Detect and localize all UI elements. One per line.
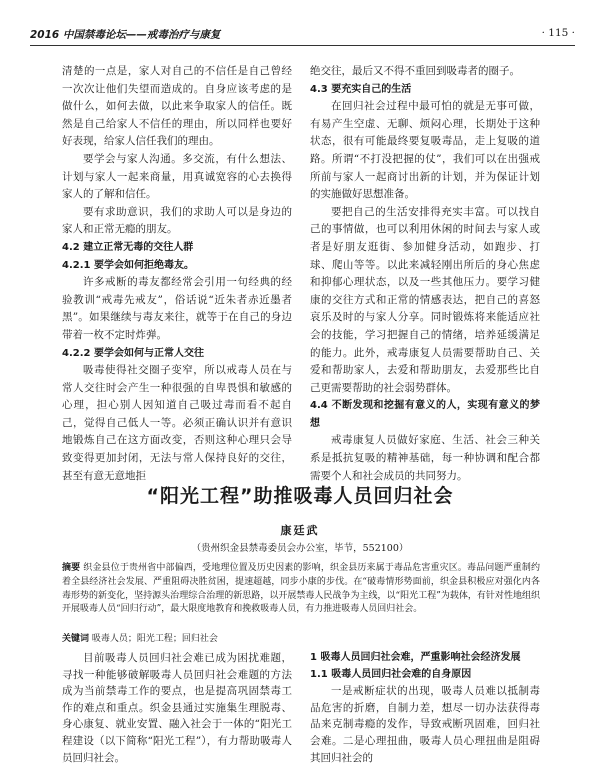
- left-column: [62, 63, 292, 485]
- section-heading: 4.2.1 要学会如何拒绝毒友。: [62, 259, 194, 271]
- paragraph: 在回归社会过程中最可怕的就是无事可做，有易产生空虚、无聊、烦闷心理，长期处于这种状态，很有可能最终要复吸毒品，走上复吸的道路。所谓“不打没把握的仗”，我们可以在出强戒所前与家人一起商讨出新的计划，并为保证计划的实施做好思想准备。: [310, 100, 540, 201]
- paragraph: 绝交往，最后又不得不重回到吸毒者的圈子。: [310, 65, 520, 77]
- paragraph: 要把自己的生活安排得充实丰富。可以找自己的事情做，也可以利用休闲的时间去与家人或者是好朋友逛街、参加健身活动，如跑步、打球、爬山等等。以此来减轻刚出所后的身心焦虑和抑郁心理状态，以及一些其他压力。要学习健康的交往方式和正常的情感表达，把自己的喜怒哀乐及时的与家人分享。同时锻炼将来能适应社会的技能，学习把握自己的情绪，培养延缓满足的能力。此外，戒毒康复人员需要帮助自己、关爱和帮助家人，去爱和帮助朋友，去爱那些比自己更需要帮助的社会弱势群体。: [310, 205, 540, 394]
- section-heading: 1.1 吸毒人员回归社会难的自身原因: [310, 668, 472, 680]
- page-number: · 115 ·: [541, 27, 575, 39]
- keywords-text: 吸毒人员；阳光工程；回归社会: [91, 634, 218, 644]
- right-column: [310, 63, 540, 485]
- article-author: 康廷武: [280, 524, 320, 537]
- article-affiliation: （贵州织金县禁毒委员会办公室，毕节，552100）: [191, 543, 409, 554]
- section-heading: 1 吸毒人员回归社会难，严重影响社会经济发展: [310, 652, 521, 663]
- body-right-column: [310, 650, 540, 766]
- header-rule: [30, 45, 575, 46]
- article-title: “阳光工程”助推吸毒人员回归社会: [146, 485, 454, 507]
- paragraph: 戒毒康复人员做好家庭、生活、社会三种关系是抵抗复吸的精神基础，每一种协调和配合都需要个人和社会成员的共同努力。: [310, 434, 540, 482]
- section-heading: 4.2.2 要学会如何与正常人交往: [62, 347, 204, 359]
- section-heading: 4.3 要充实自己的生活: [310, 83, 412, 95]
- paragraph: 一是戒断症状的出现，吸毒人员难以抵制毒品危害的折磨，自制力差，想尽一切办法获得毒品来克制毒瘾的发作，导致戒断巩固难，回归社会难。二是心理扭曲，吸毒人员心理扭曲是阻碍其回归社会的: [310, 685, 540, 764]
- abstract: [62, 562, 540, 617]
- paragraph: 许多戒断的毒友都经常会引用一句经典的经验教训“戒毒先戒友”，俗话说“近朱者赤近墨者黑”。如果继续与毒友来往，就等于在自己的身边带着一枚不定时炸弹。: [62, 276, 292, 341]
- section-heading: 4.4 不断发现和挖掘有意义的人，实现有意义的梦想: [310, 400, 540, 429]
- abstract-label: 摘要: [62, 563, 81, 573]
- body-left-column: [62, 650, 292, 766]
- paragraph: 目前吸毒人员回归社会难已成为困扰难题，寻找一种能够破解吸毒人员回归社会难题的方法成为当前禁毒工作的要点，也是提高巩固禁毒工作的难点和重点。织金县通过实施集生理脱毒、身心康复、就业安置、融入社会于一体的“阳光工程建设（以下简称“阳光工程”），有力帮助吸毒人员回归社会。: [62, 652, 292, 764]
- paragraph: 要有求助意识，我们的求助人可以是身边的家人和正常无瘾的朋友。: [62, 205, 292, 236]
- section-heading: 4.2 建立正常无毒的交往人群: [62, 241, 194, 253]
- keywords-label: 关键词: [62, 634, 90, 644]
- abstract-text: 织金县位于贵州省中部偏西，受地理位置及历史因素的影响，织金县历来属于毒品危害重灾区。毒品问题严重制约着全县经济社会发展、严重阻碍决胜贫困，提速超越，同步小康的步伐。在“破毒情形势面前，织金县积极应对强化内各毒形势的新变化，坚持源头治理综合治理的新思路，以开展禁毒人民战争为主线，以“阳光工程”为载体，有针对性地组织开展吸毒人员“回归行动”，最大限度地教育和挽救吸毒人员，有力推进吸毒人员回归社会。: [62, 563, 540, 615]
- running-header: [30, 27, 575, 45]
- paragraph: 要学会与家人沟通。多交流，有什么想法、计划与家人一起来商量，用真诚宽容的心去换得家人的了解和信任。: [62, 152, 292, 201]
- journal-title: 2016 中国禁毒论坛——戒毒治疗与康复: [30, 29, 221, 41]
- paragraph: 清楚的一点是，家人对自己的不信任是自己曾经一次次让他们失望而造成的。自身应该考虑的是做什么，如何去做，以此来争取家人的信任。既然是自己给家人不信任的理由，所以同样也要好好表现，给家人信任我们的理由。: [62, 65, 292, 148]
- keywords: [62, 631, 540, 644]
- paragraph: 吸毒使得社交圈子变窄，所以戒毒人员在与常人交往时会产生一种很强的自卑畏惧和敏感的心理，担心别人因知道自己吸过毒而看不起自己，觉得自己低人一等。必须正确认识并有意识地锻炼自己在这方面改变，否则这种心理只会导致变得更加封闭，无法与常人保持良好的交往，甚至有意无意地拒: [62, 364, 292, 482]
